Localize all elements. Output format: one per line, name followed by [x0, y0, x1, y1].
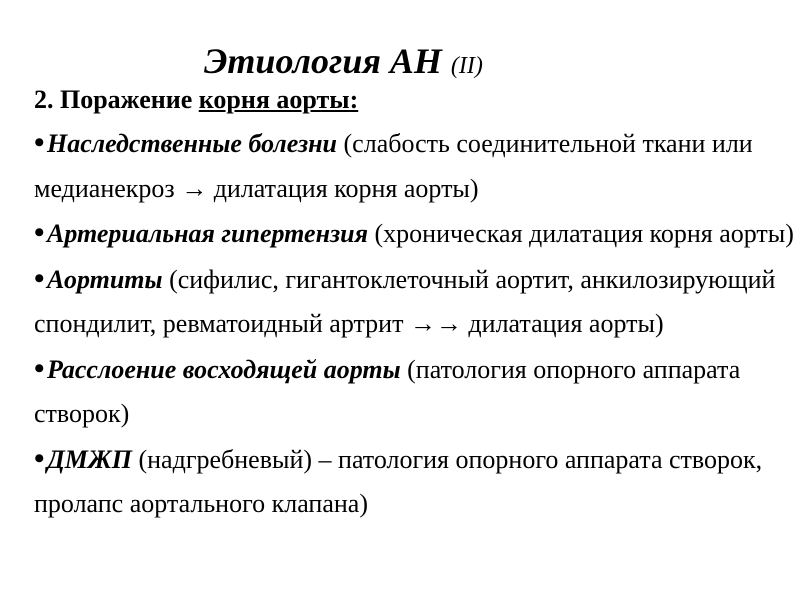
section-heading — [34, 85, 358, 115]
bullet-term: Артериальная гипертензия — [47, 219, 369, 248]
bullet-item-hereditary — [34, 121, 794, 211]
bullet-detail: (слабость соединительной ткани или медианекроз → дилатация корня аорты) — [34, 129, 753, 203]
bullet-item-hypertension — [34, 211, 794, 257]
bullet-icon: • — [34, 126, 45, 159]
bullet-detail: (хроническая дилатация корня аорты) — [368, 219, 794, 248]
bullet-item-vsd — [34, 437, 794, 527]
bullet-item-dissection — [34, 347, 794, 437]
bullet-term: Расслоение восходящей аорты — [47, 354, 401, 384]
bullet-icon: • — [34, 216, 45, 249]
bullet-icon: • — [34, 261, 45, 295]
bullet-item-aortitis — [34, 257, 794, 347]
slide-title-part: (II) — [450, 53, 483, 79]
bullet-term: Наследственные болезни — [47, 129, 338, 158]
slide-title-text: Этиология АН — [204, 41, 442, 81]
slide-title — [204, 40, 483, 87]
bullet-term: ДМЖП — [47, 444, 132, 474]
bullet-detail: (патология опорного аппарата створок) — [34, 354, 741, 428]
section-heading-topic: корня аорты: — [198, 85, 359, 114]
bullet-detail: (надгребневый) – патология опорного аппарата створок, пролапс аортального клапана) — [34, 444, 763, 518]
bullet-detail: (сифилис, гигантоклеточный аортит, анкилозирующий спондилит, ревматоидный артрит →→ дилатация аорты) — [34, 264, 776, 338]
bullet-icon: • — [34, 441, 45, 475]
section-heading-number: 2. Поражение — [34, 85, 193, 114]
bullet-list — [34, 121, 794, 527]
bullet-term: Аортиты — [47, 264, 163, 294]
bullet-icon: • — [34, 351, 45, 385]
